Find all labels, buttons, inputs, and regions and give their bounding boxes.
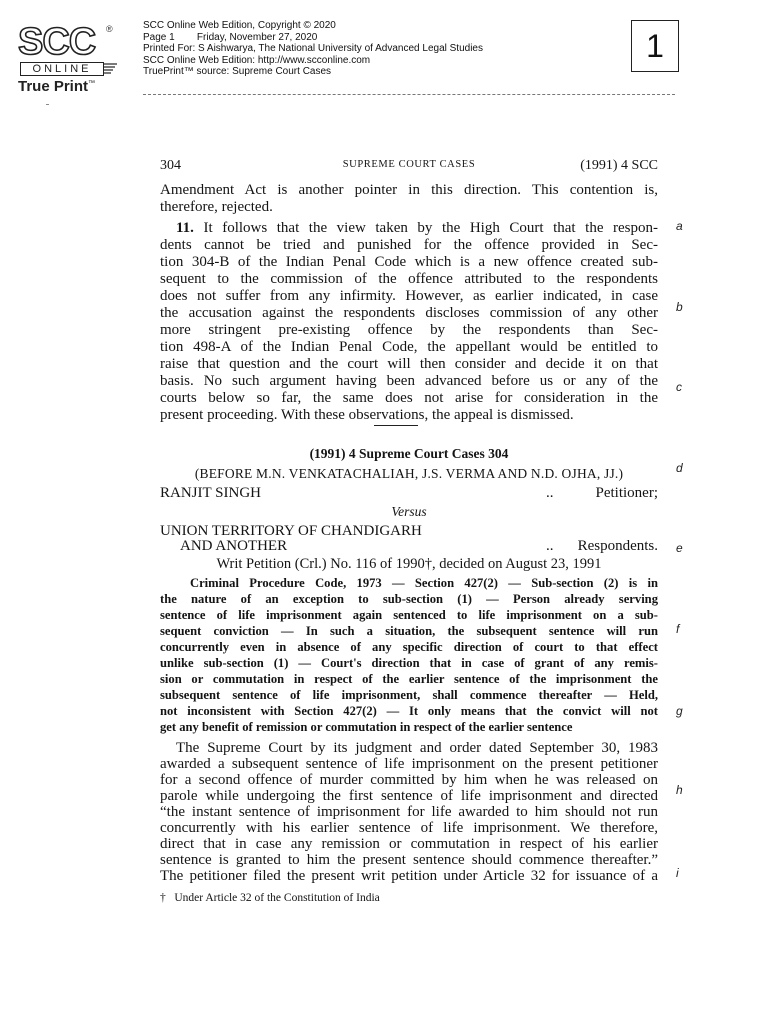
text-line: more stringent pre-existing offence by the respondents than Sec- — [160, 322, 658, 338]
page-number-box: 1 — [631, 20, 679, 72]
text-line: awarded a subsequent sentence of life imprisonment on the present petitioner — [160, 756, 658, 772]
petitioner-dots: .. — [546, 485, 554, 501]
margin-letter: b — [676, 300, 683, 314]
headnote-line: sentence of life imprisonment again sentenced to life imprisonment on a sub- — [160, 608, 658, 622]
petitioner-line — [160, 485, 658, 501]
case-bench: (BEFORE M.N. VENKATACHALIAH, J.S. VERMA AND N.D. OJHA, JJ.) — [194, 466, 624, 481]
scan-mark — [46, 104, 49, 105]
text-line: raise that question and the court will then consider and decide it on that — [160, 356, 658, 372]
text-line: for a second offence of murder committed by him when he was released on — [160, 772, 658, 788]
logo-true-print — [18, 78, 95, 95]
headnote-line: Criminal Procedure Code, 1973 — Section 427(2) — Sub-section (2) is in — [190, 576, 658, 590]
respondent-line-1: UNION TERRITORY OF CHANDIGARH — [160, 523, 422, 539]
running-head-page: 304 — [160, 158, 181, 173]
case-citation: (1991) 4 Supreme Court Cases 304 — [309, 446, 509, 461]
text-line: dents cannot be tried and punished for the offence provided in Sec- — [160, 237, 658, 253]
text-line: basis. No such argument having been advanced before us or any of the — [160, 373, 658, 389]
header-line-printed-for: Printed For: S Aishwarya, The National University of Advanced Legal Studies — [143, 43, 483, 55]
margin-letter: g — [676, 704, 683, 718]
running-head-title: SUPREME COURT CASES — [342, 159, 476, 170]
text-line: The petitioner filed the present writ petition under Article 32 for issuance of a — [160, 868, 658, 884]
scc-online-logo — [16, 21, 116, 95]
petition-details: Writ Petition (Crl.) No. 116 of 1990†, decided on August 23, 1991 — [216, 556, 602, 572]
margin-letter: c — [676, 380, 682, 394]
logo-registered-mark: ® — [106, 24, 113, 34]
para-11-number: 11. — [176, 220, 194, 236]
text-line: Amendment Act is another pointer in this direction. This contention is, — [160, 182, 658, 198]
header-line-page-date: Page 1 Friday, November 27, 2020 — [143, 31, 318, 43]
footnote: † Under Article 32 of the Constitution of India — [160, 892, 380, 904]
running-head-citation: (1991) 4 SCC — [580, 158, 658, 173]
margin-letter: i — [676, 866, 679, 880]
header-line-web-edition: SCC Online Web Edition: http://www.scconline.com — [143, 54, 371, 66]
text-line: the accusation against the respondents discloses commission of any other — [160, 305, 658, 321]
logo-speed-lines-icon — [104, 62, 118, 76]
text-line: “the instant sentence of imprisonment for life awarded to him should not run — [160, 804, 658, 820]
margin-letter: a — [676, 219, 683, 233]
text-line: therefore, rejected. — [160, 199, 273, 215]
text-line: The Supreme Court by its judgment and order dated September 30, 1983 — [176, 740, 658, 756]
text-line: concurrently with his earlier sentence of life imprisonment. We therefore, — [160, 820, 658, 836]
para-11-first-line — [160, 220, 658, 236]
respondent-line-2 — [160, 538, 658, 554]
header-metadata — [143, 20, 483, 78]
headnote-line: not inconsistent with Section 427(2) — It only means that the convict will not — [160, 704, 658, 718]
logo-true-print-text: True Print — [18, 78, 89, 95]
headnote-line: unlike sub-section (1) — Court's direction that in case of grant of any remis- — [160, 656, 658, 670]
logo-scc-text: SCC — [18, 21, 96, 63]
running-head — [160, 156, 658, 178]
versus-label: Versus — [391, 504, 427, 519]
headnote-line: get any benefit of remission or commutation in respect of the earlier sentence — [160, 720, 573, 734]
margin-letter: d — [676, 461, 683, 475]
petitioner-name: RANJIT SINGH — [160, 485, 261, 501]
header-dashed-rule — [143, 94, 675, 95]
respondent-role: Respondents. — [577, 538, 658, 554]
para-11-text: It follows that the view taken by the High Court that the respon- — [203, 220, 659, 236]
text-line: parole while undergoing the first sentence of life imprisonment and directed — [160, 788, 658, 804]
logo-online-text: ONLINE — [20, 62, 104, 76]
text-line: courts below so far, the same does not arise for consideration in the — [160, 390, 658, 406]
headnote-line: subsequent sentence of life imprisonment, shall commence thereafter — Held, — [160, 688, 658, 702]
text-line: sentence is granted to him the present sentence should commence thereafter.” — [160, 852, 658, 868]
text-line: tion 304-B of the Indian Penal Code which is a new offence created sub- — [160, 254, 658, 270]
text-line: does not suffer from any infirmity. However, as earlier indicated, in case — [160, 288, 658, 304]
logo-trademark: ™ — [88, 80, 96, 87]
respondent-name-cont: AND ANOTHER — [180, 538, 288, 554]
headnote-line: the nature of an exception to sub-section (1) — Person already serving — [160, 592, 658, 606]
text-line: direct that in case any remission or commutation in respect of his earlier — [160, 836, 658, 852]
headnote-line: sion or commutation in respect of the earlier sentence of the imprisonment the — [160, 672, 658, 686]
respondent-dots: .. — [546, 538, 554, 554]
margin-letter: f — [676, 622, 680, 636]
section-separator — [374, 425, 418, 426]
text-line: tion 498-A of the Indian Penal Code, the appellant would be entitled to — [160, 339, 658, 355]
header-line-copyright: SCC Online Web Edition, Copyright © 2020 — [143, 20, 336, 31]
headnote-line: sequent conviction — In such a situation, the subsequent sentence will run — [160, 624, 658, 638]
text-line: sequent to the commission of the offence attributed to the respondents — [160, 271, 658, 287]
text-line: present proceeding. With these observations, the appeal is dismissed. — [160, 407, 574, 423]
header-line-source: TruePrint™ source: Supreme Court Cases — [143, 66, 332, 78]
margin-letter: h — [676, 783, 683, 797]
headnote-line: concurrently even in absence of any specific direction of court to that effect — [160, 640, 658, 654]
margin-letter: e — [676, 541, 683, 555]
petitioner-role: Petitioner; — [595, 485, 658, 501]
